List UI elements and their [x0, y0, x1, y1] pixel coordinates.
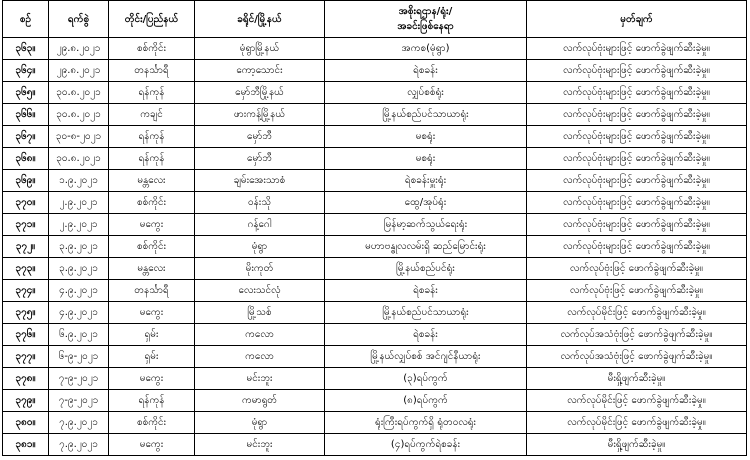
cell-remark: လက်လုပ်ဗုံးများဖြင့် ဖောက်ခွဲဖျက်ဆီးခဲ့မှု။ [527, 192, 747, 214]
cell-office: ရဲစခန်း [325, 280, 527, 302]
cell-no: ၃၆၆။ [3, 104, 49, 126]
cell-date: ၇.၉.၂၀၂၁ [49, 412, 109, 434]
cell-no: ၃၇၆။ [3, 324, 49, 346]
table-body [3, 38, 747, 456]
cell-no: ၃၇၁။ [3, 214, 49, 236]
cell-office: ရဲစခန်း [325, 324, 527, 346]
cell-date: ၃၀.၈.၂၀၂၁ [49, 148, 109, 170]
cell-no: ၃၆၉။ [3, 170, 49, 192]
header-township: ခရိုင်/မြို့နယ် [195, 1, 325, 38]
cell-region: တနင်္သာရီ [109, 280, 195, 302]
table-row [3, 192, 747, 214]
cell-date: ၃၀.၈.၂၀၂၁ [49, 104, 109, 126]
cell-office: ရုံးကြီးရပ်ကွက်ရှိ ရုံတဝလရုံး [325, 412, 527, 434]
table-row [3, 434, 747, 456]
header-office-line1: အစိုးရဌာန/ရုံး/ [398, 6, 453, 17]
cell-office: မြို့နယ်စည်ပင်သာယာရုံး [325, 302, 527, 324]
table-row [3, 126, 747, 148]
header-region: တိုင်း/ပြည်နယ် [109, 1, 195, 38]
table-row [3, 412, 747, 434]
cell-township: ကလော [195, 346, 325, 368]
cell-township: ကော့သောင်း [195, 60, 325, 82]
cell-region: ရန်ကုန် [109, 148, 195, 170]
cell-township: ဝန်းသို [195, 192, 325, 214]
table-row [3, 280, 747, 302]
table-row [3, 104, 747, 126]
cell-date: ၃၀-၈-၂၀၂၁ [49, 126, 109, 148]
cell-township: မိုးကုတ် [195, 258, 325, 280]
cell-office: လျှပ်စစ်ရုံး [325, 82, 527, 104]
cell-region: ရန်ကုန် [109, 82, 195, 104]
table-row [3, 148, 747, 170]
table-row [3, 82, 747, 104]
table-row [3, 390, 747, 412]
cell-office: ရဲစခန်းမှူးရုံး [325, 170, 527, 192]
cell-township: မုံရွာမြို့နယ် [195, 38, 325, 60]
table-row [3, 60, 747, 82]
cell-office: မစရုံး [325, 126, 527, 148]
table-row [3, 368, 747, 390]
cell-no: ၃၈၁။ [3, 434, 49, 456]
cell-remark: လက်လုပ်ဗုံးများဖြင့် ဖောက်ခွဲဖျက်ဆီးခဲ့မှု။ [527, 126, 747, 148]
header-office-line2: အခင်းဖြစ်နေရာ [397, 21, 454, 32]
cell-date: ၂၉.၈.၂၀၂၁ [49, 60, 109, 82]
cell-township: ချမ်းအေးသာစံ [195, 170, 325, 192]
cell-no: ၃၇၄။ [3, 280, 49, 302]
cell-office: မြို့နယ်စည်ပင်သာယာရုံး [325, 104, 527, 126]
cell-date: ၄.၉.၂၀၂၁ [49, 280, 109, 302]
cell-office: မြို့နယ်လျှပ်စစ် အင်ဂျင်နီယာရုံး [325, 346, 527, 368]
cell-no: ၃၆၃။ [3, 38, 49, 60]
cell-date: ၃၀.၈.၂၀၂၁ [49, 82, 109, 104]
cell-township: ဂန့်ဂေါ [195, 214, 325, 236]
cell-no: ၃၇၃။ [3, 258, 49, 280]
cell-office: ထွေ/အုပ်ရုံး [325, 192, 527, 214]
table-row [3, 170, 747, 192]
cell-remark: မီးရှို့ဖျက်ဆီးခဲ့မှု။ [527, 434, 747, 456]
table-row [3, 258, 747, 280]
cell-region: စစ်ကိုင်း [109, 38, 195, 60]
cell-office: မြို့နယ်စည်ပင်ရုံး [325, 258, 527, 280]
cell-date: ၆.၉.၂၀၂၁ [49, 324, 109, 346]
cell-township: မုံရွာ [195, 236, 325, 258]
cell-township: ကမာရွတ် [195, 390, 325, 412]
table-row [3, 346, 747, 368]
cell-date: ၃.၉.၂၀၂၁ [49, 258, 109, 280]
cell-remark: လက်လုပ်ဗုံးဖြင့် ဖောက်ခွဲဖျက်ဆီးခဲ့မှု။ [527, 258, 747, 280]
cell-region: မန္တလေး [109, 258, 195, 280]
cell-region: မန္တလေး [109, 170, 195, 192]
cell-region: မကွေး [109, 434, 195, 456]
cell-township: မင်းဘူး [195, 434, 325, 456]
cell-remark: လက်လုပ်ဗုံးများဖြင့် ဖောက်ခွဲဖျက်ဆီးခဲ့မှု။ [527, 82, 747, 104]
table-row [3, 38, 747, 60]
cell-office: (၈)ရပ်ကွက် [325, 390, 527, 412]
cell-office: မြန်မာ့ဆက်သွယ်ရေးရုံး [325, 214, 527, 236]
cell-township: လေးသင်လုံ [195, 280, 325, 302]
cell-remark: လက်လုပ်အသံဗုံးဖြင့် ဖောက်ခွဲဖျက်ဆီးခဲ့မှု။ [527, 346, 747, 368]
cell-region: စစ်ကိုင်း [109, 236, 195, 258]
cell-region: ကချင် [109, 104, 195, 126]
cell-no: ၃၈၀။ [3, 412, 49, 434]
cell-no: ၃၇၉။ [3, 390, 49, 412]
table-row [3, 324, 747, 346]
cell-township: ကလော [195, 324, 325, 346]
cell-no: ၃၇၂။ [3, 236, 49, 258]
cell-remark: လက်လုပ်မိုင်းဖြင့် ဖောက်ခွဲဖျက်ဆီးခဲ့မှု။ [527, 412, 747, 434]
cell-region: ရှမ်း [109, 324, 195, 346]
table-row [3, 302, 747, 324]
cell-no: ၃၆၄။ [3, 60, 49, 82]
cell-township: မှော်ဘီ [195, 148, 325, 170]
cell-no: ၃၇၈။ [3, 368, 49, 390]
cell-township: မင်းဘူး [195, 368, 325, 390]
cell-date: ၇.၉.၂၀၂၁ [49, 434, 109, 456]
cell-region: မကွေး [109, 214, 195, 236]
cell-remark: လက်လုပ်ဗုံးများဖြင့် ဖောက်ခွဲဖျက်ဆီးခဲ့မှု။ [527, 38, 747, 60]
cell-date: ၂.၉.၂၀၂၁ [49, 214, 109, 236]
cell-date: ၃.၉.၂၀၂၁ [49, 236, 109, 258]
cell-date: ၁.၉.၂၀၂၁ [49, 170, 109, 192]
cell-region: စစ်ကိုင်း [109, 192, 195, 214]
cell-date: ၇-၉-၂၀၂၁ [49, 368, 109, 390]
cell-date: ၇-၉-၂၀၂၁ [49, 390, 109, 412]
cell-date: ၂၉.၈.၂၀၂၁ [49, 38, 109, 60]
header-no: စဉ် [3, 1, 49, 38]
incident-table [2, 0, 747, 456]
cell-no: ၃၆၈။ [3, 148, 49, 170]
header-date: ရက်စွဲ [49, 1, 109, 38]
cell-no: ၃၆၇။ [3, 126, 49, 148]
cell-no: ၃၇၅။ [3, 302, 49, 324]
cell-office: မဟာဗန္ဓုလလမ်းရှိ ဆည်မြောင်းရုံး [325, 236, 527, 258]
cell-office: အကစ(မုံရွာ) [325, 38, 527, 60]
cell-remark: လက်လုပ်မိုင်းဖြင့် ဖောက်ခွဲဖျက်ဆီးခဲ့မှု။ [527, 302, 747, 324]
header-remark: မှတ်ချက် [527, 1, 747, 38]
cell-no: ၃၇၀။ [3, 192, 49, 214]
cell-township: မုံရွာ [195, 412, 325, 434]
cell-remark: လက်လုပ်မိုင်းဖြင့် ဖောက်ခွဲဖျက်ဆီးခဲ့မှု။ [527, 390, 747, 412]
header-office [325, 1, 527, 38]
cell-remark: လက်လုပ်ဗုံးများဖြင့် ဖောက်ခွဲဖျက်ဆီးခဲ့မှု။ [527, 148, 747, 170]
table-row [3, 236, 747, 258]
cell-no: ၃၆၅။ [3, 82, 49, 104]
cell-township: မှော်ဘီမြို့နယ် [195, 82, 325, 104]
cell-date: ၆-၉-၂၀၂၁ [49, 346, 109, 368]
cell-remark: မီးရှို့ဖျက်ဆီးခဲ့မှု။ [527, 368, 747, 390]
cell-region: ရန်ကုန် [109, 390, 195, 412]
cell-office: (၃)ရပ်ကွက် [325, 368, 527, 390]
cell-date: ၂.၉.၂၀၂၁ [49, 192, 109, 214]
cell-region: မကွေး [109, 302, 195, 324]
cell-township: မြို့သစ် [195, 302, 325, 324]
cell-region: မကွေး [109, 368, 195, 390]
cell-office: မစရုံး [325, 148, 527, 170]
table-row [3, 214, 747, 236]
cell-office: (၄)ရပ်ကွက်ရဲစခန်း [325, 434, 527, 456]
cell-region: တနင်္သာရီ [109, 60, 195, 82]
cell-remark: လက်လုပ်ဗုံးဖြင့် ဖောက်ခွဲဖျက်ဆီးခဲ့မှု။ [527, 280, 747, 302]
cell-region: ရန်ကုန် [109, 126, 195, 148]
cell-remark: လက်လုပ်ဗုံးများဖြင့် ဖောက်ခွဲဖျက်ဆီးခဲ့မှု။ [527, 236, 747, 258]
cell-region: စစ်ကိုင်း [109, 412, 195, 434]
cell-township: မှော်ဘီ [195, 126, 325, 148]
cell-township: ဖားကန့်မြို့နယ် [195, 104, 325, 126]
cell-date: ၄.၉.၂၀၂၁ [49, 302, 109, 324]
table-header-row [3, 1, 747, 38]
cell-remark: လက်လုပ်ဗုံးများဖြင့် ဖောက်ခွဲဖျက်ဆီးခဲ့မှု။ [527, 104, 747, 126]
cell-region: ရှမ်း [109, 346, 195, 368]
cell-remark: လက်လုပ်အသံဗုံးဖြင့် ဖောက်ခွဲဖျက်ဆီးခဲ့မှု။ [527, 324, 747, 346]
cell-office: ရဲစခန်း [325, 60, 527, 82]
cell-no: ၃၇၇။ [3, 346, 49, 368]
cell-remark: လက်လုပ်ဗုံးများဖြင့် ဖောက်ခွဲဖျက်ဆီးခဲ့မှု။ [527, 214, 747, 236]
cell-remark: လက်လုပ်ဗုံးများဖြင့် ဖောက်ခွဲဖျက်ဆီးခဲ့မှု။ [527, 170, 747, 192]
cell-remark: လက်လုပ်ဗုံးများဖြင့် ဖောက်ခွဲဖျက်ဆီးခဲ့မှု။ [527, 60, 747, 82]
